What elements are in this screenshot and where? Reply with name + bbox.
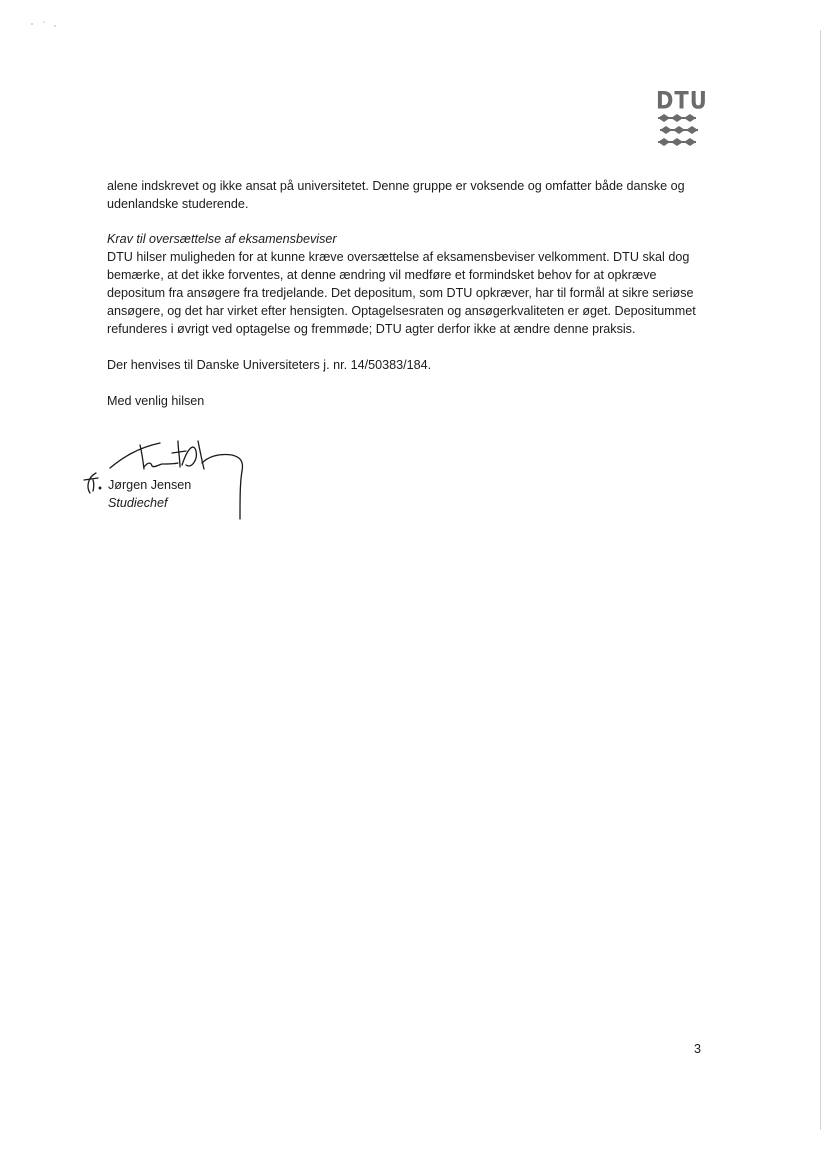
scan-page-edge [820, 30, 821, 1130]
signer-name: Jørgen Jensen [108, 478, 192, 492]
page-number: 3 [694, 1042, 702, 1056]
dtu-logo [656, 86, 708, 150]
dtu-logo-diamond-marks [656, 113, 700, 149]
continued-paragraph: alene indskrevet og ikke ansat på universitetet. Denne gruppe er voksende og omfatter både danske og udenlandske studerende. [107, 179, 685, 211]
section-heading: Krav til oversættelse af eksamensbeviser [107, 232, 337, 246]
letter-body [107, 177, 697, 410]
dtu-logo-text: DTU [656, 86, 708, 115]
signer-title: Studiechef [108, 496, 168, 510]
reference-line: Der henvises til Danske Universiteters j. nr. 14/50383/184. [107, 358, 432, 372]
section-paragraph: DTU hilser muligheden for at kunne kræve oversættelse af eksamensbeviser velkomment. DTU skal dog bemærke, at det ikke forventes, at denne ændring vil medføre et formindsket behov for at opkræve depositum fra ansøgere fra tredjelande. Det depositum, som DTU opkræver, har til formål at sikre seriøse ansøgere, og det har virket efter hensigten. Optagelsesraten og ansøgerkvaliteten er øget. Depositummet refunderes i øvrigt ved optagelse og fremmøde; DTU agter derfor ikke at ændre denne praksis. [107, 250, 696, 336]
closing-greeting: Med venlig hilsen [107, 394, 205, 408]
scan-specks [18, 14, 78, 38]
